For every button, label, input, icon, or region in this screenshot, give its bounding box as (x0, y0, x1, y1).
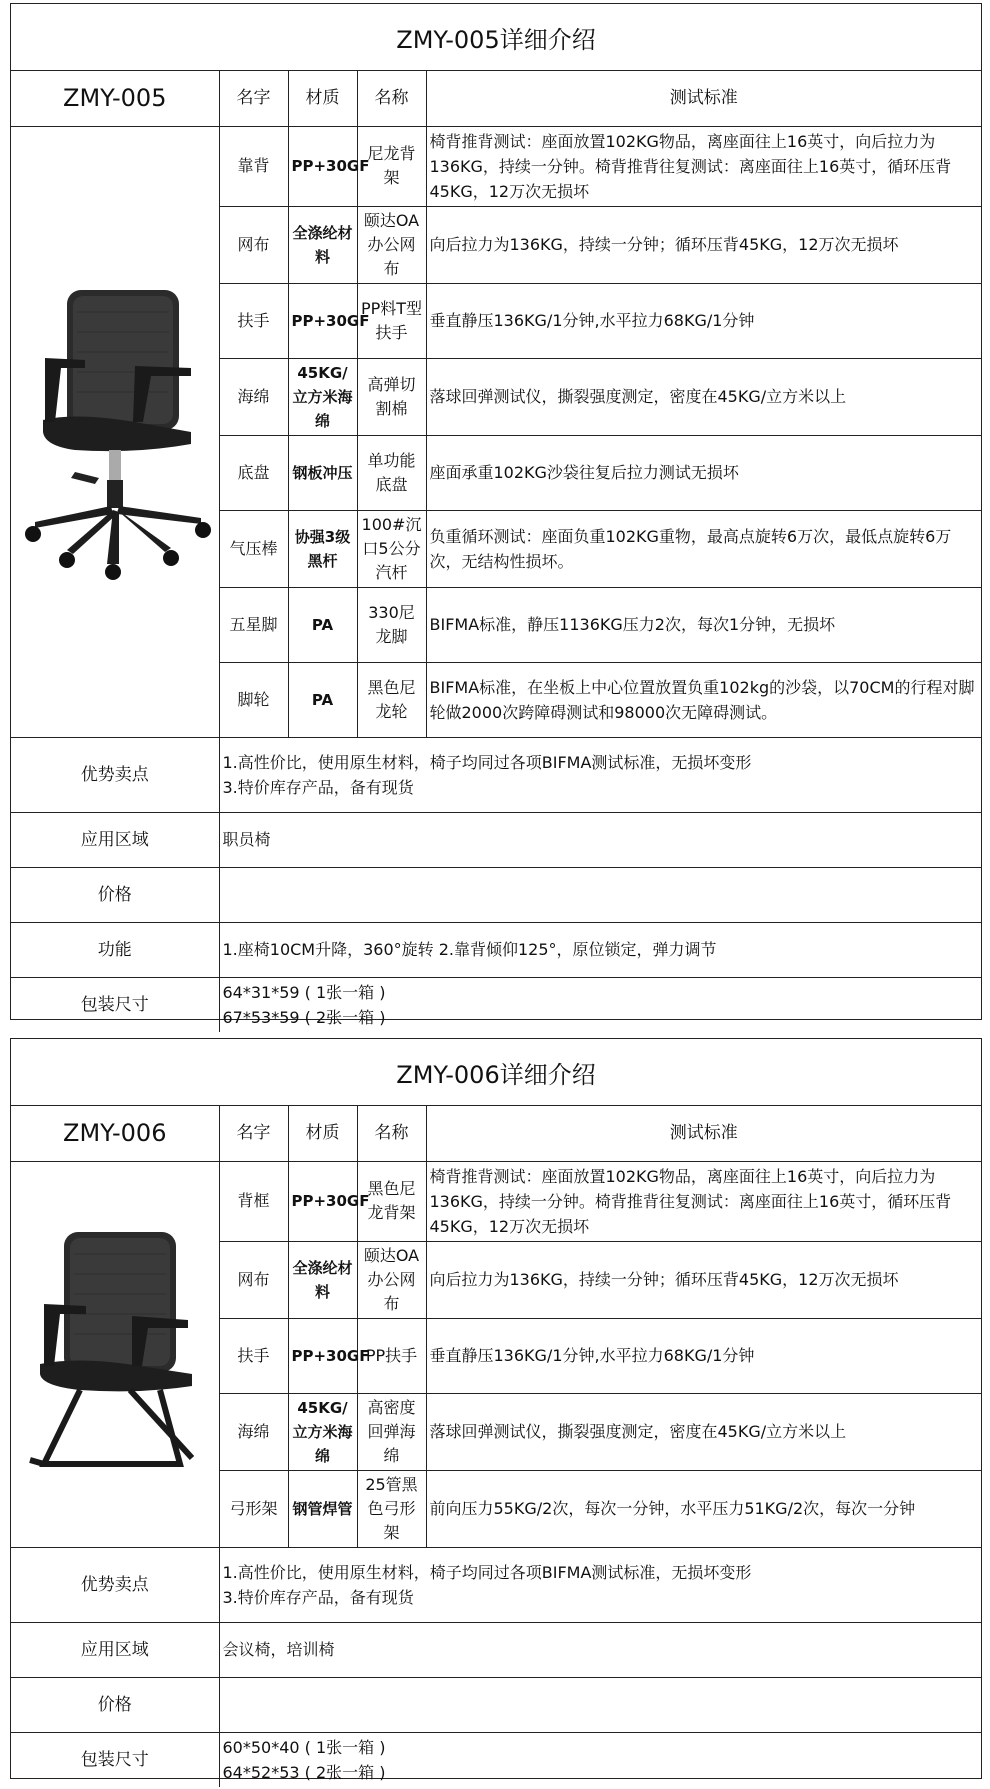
product-card-zmy-006 (10, 1038, 982, 1782)
info-line: 3.特价库存产品，备有现货 (222, 1587, 414, 1607)
info-line: 64*52*53 ( 2张一箱 ) (222, 1762, 386, 1782)
info-label: 价格 (11, 867, 219, 922)
info-label: 优势卖点 (11, 1547, 219, 1622)
info-line: 1.高性价比，使用原生材料，椅子均同过各项BIFMA测试标准，无损坏变形 (222, 1562, 752, 1582)
part-material: 钢板冲压 (288, 435, 357, 510)
info-label: 优势卖点 (11, 737, 219, 812)
part-name: 网布 (219, 206, 288, 283)
part-component-name: 100#沉口5公分汽杆 (357, 510, 426, 587)
card-title: ZMY-006详细介绍 (11, 1039, 981, 1106)
info-line: 3.特价库存产品，备有现货 (222, 777, 414, 797)
info-value (219, 867, 981, 922)
part-name: 气压棒 (219, 510, 288, 587)
header-row (11, 1106, 981, 1161)
info-line: 67*53*59 ( 2张一箱 ) (222, 1007, 386, 1027)
col-header-name: 名称 (357, 1106, 426, 1161)
part-test-standard: 垂直静压136KG/1分钟,水平拉力68KG/1分钟 (426, 1318, 981, 1393)
part-component-name: PP扶手 (357, 1318, 426, 1393)
col-header-material: 材质 (288, 1106, 357, 1161)
info-value (219, 737, 981, 812)
table-row (11, 126, 981, 206)
part-component-name: 高弹切割棉 (357, 358, 426, 435)
part-name: 背框 (219, 1161, 288, 1241)
part-component-name: 单功能底盘 (357, 435, 426, 510)
part-component-name: 颐达OA办公网布 (357, 1241, 426, 1318)
swivel-office-chair-image (15, 282, 215, 582)
part-material: 协强3级黑杆 (288, 510, 357, 587)
part-material: PP+30GF (288, 126, 357, 206)
part-material: 全涤纶材料 (288, 206, 357, 283)
info-label: 功能 (11, 922, 219, 977)
info-row-price (11, 1677, 981, 1732)
part-material: 45KG/立方米海绵 (288, 1393, 357, 1470)
part-test-standard: 落球回弹测试仪，撕裂强度测定，密度在45KG/立方米以上 (426, 1393, 981, 1470)
info-row-selling-points (11, 1547, 981, 1622)
part-material: PP+30GF (288, 283, 357, 358)
info-label: 价格 (11, 1677, 219, 1732)
col-header-standard: 测试标准 (426, 1106, 981, 1161)
part-test-standard: 椅背推背测试：座面放置102KG物品，离座面往上16英寸，向后拉力为136KG，持续一分钟。椅背推背往复测试：离座面往上16英寸，循环压背45KG，12万次无损坏 (426, 126, 981, 206)
part-test-standard: BIFMA标准，静压1136KG压力2次，每次1分钟，无损坏 (426, 587, 981, 662)
part-component-name: 330尼龙脚 (357, 587, 426, 662)
col-header-part: 名字 (219, 71, 288, 126)
info-row-price (11, 867, 981, 922)
info-label: 应用区域 (11, 812, 219, 867)
part-name: 网布 (219, 1241, 288, 1318)
col-header-material: 材质 (288, 71, 357, 126)
part-component-name: 高密度回弹海绵 (357, 1393, 426, 1470)
part-material: PP+30GF (288, 1161, 357, 1241)
product-image-cell (11, 126, 219, 737)
product-card-zmy-005 (10, 3, 982, 1027)
part-name: 脚轮 (219, 662, 288, 737)
part-name: 海绵 (219, 358, 288, 435)
part-material: 45KG/立方米海绵 (288, 358, 357, 435)
part-component-name: 尼龙背架 (357, 126, 426, 206)
part-test-standard: 向后拉力为136KG，持续一分钟；循环压背45KG，12万次无损坏 (426, 206, 981, 283)
part-name: 海绵 (219, 1393, 288, 1470)
col-header-standard: 测试标准 (426, 71, 981, 126)
part-component-name: 25管黑色弓形架 (357, 1470, 426, 1547)
info-line: 60*50*40 ( 1张一箱 ) (222, 1737, 386, 1757)
table-row (11, 1161, 981, 1241)
info-row-package-size (11, 1732, 981, 1787)
part-component-name: 颐达OA办公网布 (357, 206, 426, 283)
info-value: 职员椅 (219, 812, 981, 867)
info-value: 会议椅，培训椅 (219, 1622, 981, 1677)
product-image-cell (11, 1161, 219, 1547)
info-value (219, 977, 981, 1032)
info-row-function (11, 922, 981, 977)
part-name: 弓形架 (219, 1470, 288, 1547)
part-material: 全涤纶材料 (288, 1241, 357, 1318)
col-header-name: 名称 (357, 71, 426, 126)
part-test-standard: 向后拉力为136KG，持续一分钟；循环压背45KG，12万次无损坏 (426, 1241, 981, 1318)
part-component-name: PP料T型扶手 (357, 283, 426, 358)
info-row-selling-points (11, 737, 981, 812)
part-test-standard: 椅背推背测试：座面放置102KG物品，离座面往上16英寸，向后拉力为136KG，持续一分钟。椅背推背往复测试：离座面往上16英寸，循环压背45KG，12万次无损坏 (426, 1161, 981, 1241)
part-test-standard: BIFMA标准，在坐板上中心位置放置负重102kg的沙袋，以70CM的行程对脚轮做2000次跨障碍测试和98000次无障碍测试。 (426, 662, 981, 737)
part-test-standard: 垂直静压136KG/1分钟,水平拉力68KG/1分钟 (426, 283, 981, 358)
info-value: 1.座椅10CM升降，360°旋转 2.靠背倾仰125°，原位锁定，弹力调节 (219, 922, 981, 977)
part-material: PA (288, 662, 357, 737)
info-label: 包装尺寸 (11, 1732, 219, 1787)
col-header-part: 名字 (219, 1106, 288, 1161)
info-label: 包装尺寸 (11, 977, 219, 1032)
model-code: ZMY-006 (11, 1106, 219, 1161)
part-name: 扶手 (219, 1318, 288, 1393)
part-material: PA (288, 587, 357, 662)
part-test-standard: 座面承重102KG沙袋往复后拉力测试无损坏 (426, 435, 981, 510)
part-name: 五星脚 (219, 587, 288, 662)
part-material: 钢管焊管 (288, 1470, 357, 1547)
spec-table (11, 1106, 981, 1787)
conference-chair-image (20, 1224, 210, 1484)
part-name: 靠背 (219, 126, 288, 206)
info-line: 1.高性价比，使用原生材料，椅子均同过各项BIFMA测试标准，无损坏变形 (222, 752, 752, 772)
part-test-standard: 负重循环测试：座面负重102KG重物，最高点旋转6万次，最低点旋转6万次，无结构性损坏。 (426, 510, 981, 587)
spec-table (11, 71, 981, 1032)
header-row (11, 71, 981, 126)
part-test-standard: 前向压力55KG/2次，每次一分钟，水平压力51KG/2次，每次一分钟 (426, 1470, 981, 1547)
card-title: ZMY-005详细介绍 (11, 4, 981, 71)
info-row-package-size (11, 977, 981, 1032)
model-code: ZMY-005 (11, 71, 219, 126)
info-value (219, 1677, 981, 1732)
part-test-standard: 落球回弹测试仪，撕裂强度测定，密度在45KG/立方米以上 (426, 358, 981, 435)
part-name: 底盘 (219, 435, 288, 510)
part-name: 扶手 (219, 283, 288, 358)
part-component-name: 黑色尼龙轮 (357, 662, 426, 737)
info-row-application (11, 1622, 981, 1677)
info-label: 应用区域 (11, 1622, 219, 1677)
info-value (219, 1547, 981, 1622)
info-line: 64*31*59 ( 1张一箱 ) (222, 982, 386, 1002)
part-component-name: 黑色尼龙背架 (357, 1161, 426, 1241)
info-row-application (11, 812, 981, 867)
part-material: PP+30GF (288, 1318, 357, 1393)
info-value (219, 1732, 981, 1787)
